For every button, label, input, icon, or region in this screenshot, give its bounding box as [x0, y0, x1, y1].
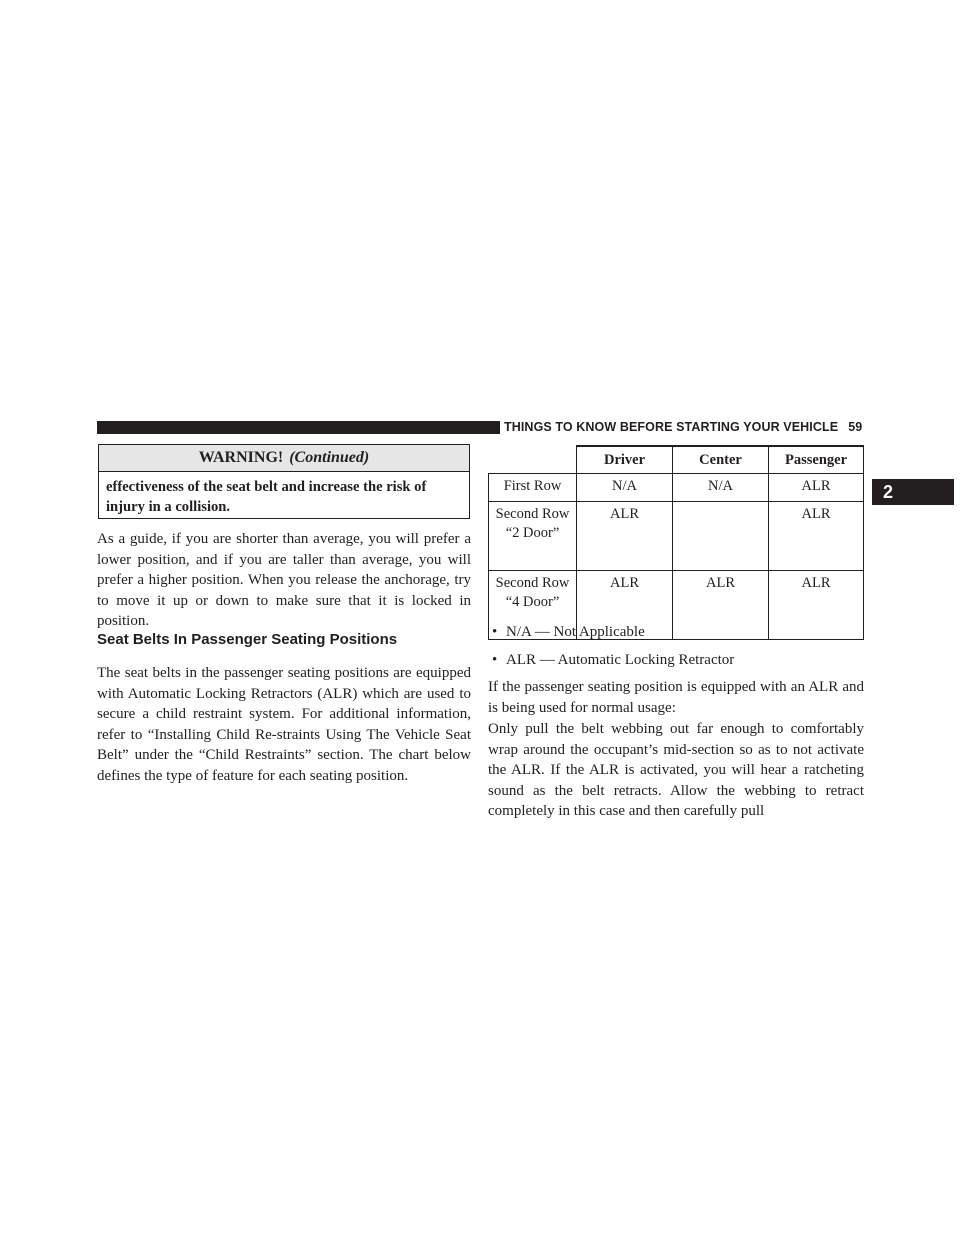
- seating-position-table: [488, 445, 864, 640]
- header-title: THINGS TO KNOW BEFORE STARTING YOUR VEHICLE: [504, 420, 839, 434]
- paragraph-normal-usage: If the passenger seating position is equipped with an ALR and is being used for normal usage:: [488, 679, 864, 716]
- table-cell: N/A: [577, 474, 673, 502]
- table-cell: N/A: [673, 474, 769, 502]
- page-number: 59: [848, 420, 863, 434]
- legend-item: • ALR — Automatic Locking Retractor: [492, 652, 735, 668]
- row-label: First Row: [489, 474, 577, 502]
- paragraph-alr-intro: The seat belts in the passenger seating positions are equipped with Automatic Locking Retractors (ALR) which are used to secure a child restraint system. For additional information, refer to “Installing Child Re-straints Using The Vehicle Seat Belt” under the “Child Restraints” section. The chart below defines the type of feature for each seating position.: [97, 665, 471, 784]
- table-cell: ALR: [577, 571, 673, 640]
- warning-box: [98, 444, 470, 519]
- table-header-row: [489, 446, 864, 474]
- bullet-icon: •: [492, 624, 498, 640]
- table-header-cell: Driver: [577, 446, 673, 474]
- table-cell: ALR: [769, 474, 864, 502]
- warning-header: [99, 445, 469, 472]
- header-rule: [97, 421, 500, 434]
- row-label: Second Row “2 Door”: [489, 502, 577, 571]
- chapter-tab: 2: [872, 479, 954, 505]
- table-cell: ALR: [673, 571, 769, 640]
- table-header-cell: Passenger: [769, 446, 864, 474]
- legend-item: • N/A — Not Applicable: [492, 624, 645, 640]
- warning-continued: (Continued): [289, 449, 370, 466]
- paragraph-webbing: Only pull the belt webbing out far enough to comfortably wrap around the occupant’s mid-section so as to not activate the ALR. If the ALR is activated, you will hear a ratcheting sound as the belt retracts. Allow the webbing to retract completely in this case and then carefully pull: [488, 721, 864, 819]
- section-heading: Seat Belts In Passenger Seating Positions: [97, 631, 398, 648]
- running-header: [504, 419, 862, 435]
- table-row: [489, 502, 864, 571]
- table-cell: ALR: [577, 502, 673, 571]
- warning-label: WARNING!: [198, 449, 284, 466]
- table-cell: ALR: [769, 502, 864, 571]
- table-cell: [673, 502, 769, 571]
- paragraph-seat-height: As a guide, if you are shorter than average, you will prefer a lower position, and if you are taller than average, you will prefer a higher position. When you release the anchorage, try to move it up or down to make sure that it is locked in position.: [97, 531, 471, 629]
- warning-text: effectiveness of the seat belt and increase the risk of injury in a collision.: [106, 479, 427, 515]
- row-label: Second Row “4 Door”: [489, 571, 577, 640]
- table-row: [489, 474, 864, 502]
- table-header-cell: Center: [673, 446, 769, 474]
- table-cell: ALR: [769, 571, 864, 640]
- bullet-icon: •: [492, 652, 498, 668]
- table-header-cell: [489, 446, 577, 474]
